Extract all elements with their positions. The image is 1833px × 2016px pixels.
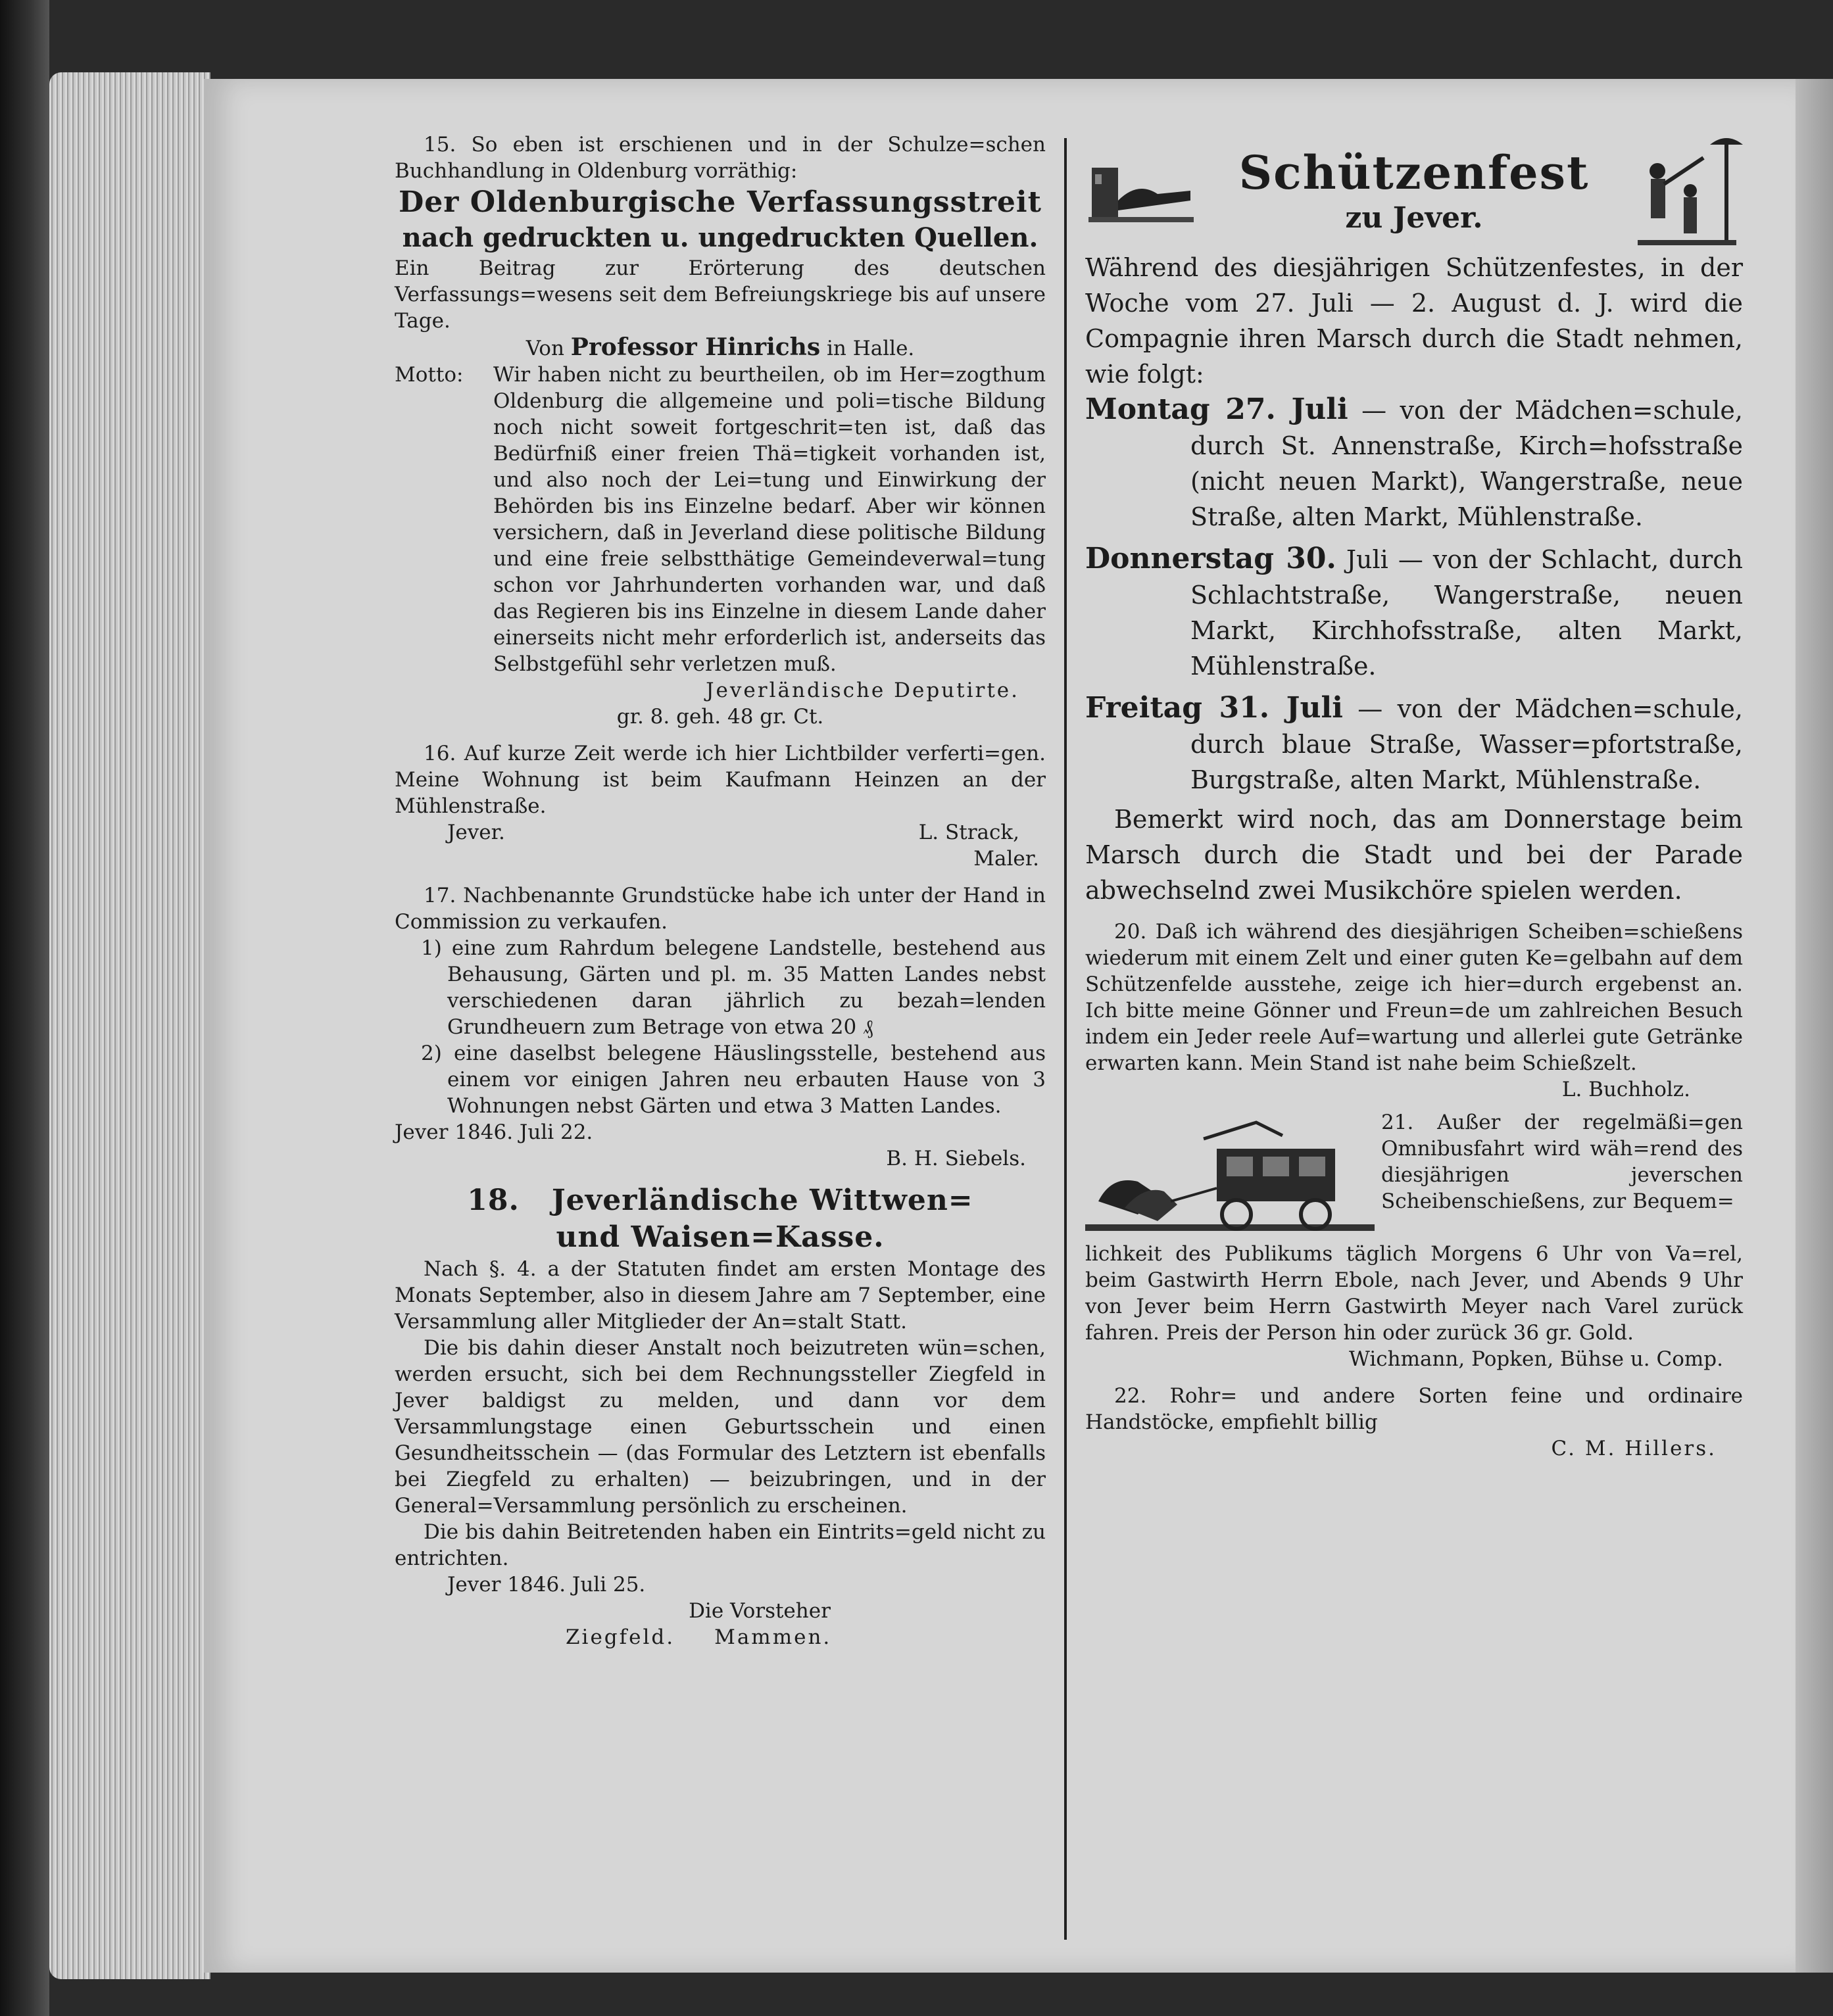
day1-name: Montag 27. Juli: [1085, 393, 1348, 426]
ad21-text2: lichkeit des Publikums täglich Morgens 6 Uhr von Va=rel, beim Gastwirth Herrn Ebole, nach Jever, und Abends 9 Uhr von Jever beim Herrn Gastwirth Meyer nach Varel zurück fahren. Preis der Person hin oder zurück 36 gr. Gold.: [1085, 1242, 1743, 1345]
fest-day1: [1085, 392, 1743, 535]
day1-route: — von der Mädchen=schule, durch St. Annenstraße, Kirch=hofsstraße (nicht neuen Markt), Wangerstraße, neue Straße, alten Markt, Mühlenstraße.: [1190, 396, 1743, 531]
ad15-author-pre: Von: [525, 337, 564, 360]
motto-text: Wir haben nicht zu beurtheilen, ob im Her=zogthum Oldenburg die allgemeine und poli=tische Bildung noch nicht soweit fortgeschrit=ten ist, daß das Bedürfniß einer freien Thä=tigkeit vorhanden ist, und also noch der Lei=tung und Einwirkung der Behörden bis ins Einzelne bedarf. Aber wir können versichern, daß in Jeverland diese politische Bildung und eine freie selbstthätige Gemeindeverwal=tung schon vor Jahrhunderten vorhanden war, und daß das Regieren bis ins Einzelne in diesem Lande daher einerseits nicht mehr erforderlich ist, anderseits das Selbstgefühl sehr verletzen muß.: [493, 363, 1046, 676]
newspaper-page: [204, 79, 1796, 1973]
column-divider: [1064, 138, 1067, 1940]
ad15-title-line1: Der Oldenburgische Verfassungsstreit: [399, 185, 1042, 219]
ad15-title-line2: nach gedruckten u. ungedruckten Quellen.: [402, 222, 1039, 253]
ad20-text: 20. Daß ich während des diesjährigen Scheiben=schießens wiederum mit einem Zelt und einer guten Ke=gelbahn auf dem Schützenfelde ausstehe, zeige ich hier=durch ergebenst an. Ich bitte meine Gönner und Freun=de um zahlreichen Besuch indem ein Jeder reele Auf=wartung und allerlei gute Getränke erwarten kann. Mein Stand ist nahe beim Schießzelt.: [1085, 920, 1743, 1075]
marksmen-icon: [1631, 132, 1743, 250]
ad17-item2: 2) eine daselbst belegene Häuslingsstelle, bestehend aus einem vor einigen Jahren neu erbauten Hause von 3 Wohnungen nebst Gärten und etwa 3 Matten Landes.: [421, 1042, 1046, 1118]
fest-intro: Während des diesjährigen Schützenfestes, in der Woche vom 27. Juli — 2. August d. J. wird die Compagnie ihren Marsch durch die Stadt nehmen, wie folgt:: [1085, 253, 1743, 389]
ad17-date: Jever 1846. Juli 22.: [395, 1120, 593, 1144]
page-edges: [49, 72, 210, 1979]
target-shooting-icon: [1085, 155, 1197, 227]
ad16-signature-row: [395, 819, 1046, 846]
stagecoach-icon: [1085, 1109, 1375, 1241]
ad17-signature: B. H. Siebels.: [886, 1147, 1026, 1170]
ad18-sig-head: Die Vorsteher: [689, 1599, 831, 1623]
ad21-text1: 21. Außer der regelmäßi=gen Omnibusfahrt wird wäh=rend des diesjährigen jeverschen Scheibenschießens, zur Bequem=: [1381, 1111, 1743, 1213]
ad18-signatures: [395, 1624, 1046, 1650]
ad18-p2: Die bis dahin dieser Anstalt noch beizutreten wün=schen, werden ersucht, sich bei dem Rechnungssteller Ziegfeld in Jever baldigst zu melden, und dann vor dem Versammlungstage einen Geburtsschein und einen Gesundheitsschein — (das Formular des Letztern ist ebenfalls bei Ziegfeld zu erhalten) — beizubringen, und in der General=Versammlung persönlich zu erscheinen.: [395, 1336, 1046, 1518]
ad18-sig1: Ziegfeld.: [566, 1625, 675, 1649]
left-column: [395, 132, 1046, 1959]
motto-label: Motto:: [395, 363, 464, 387]
day3-route: — von der Mädchen=schule, durch blaue Straße, Wasser=pfortstraße, Burgstraße, alten Markt, Mühlenstraße.: [1190, 694, 1743, 794]
ad22-text: 22. Rohr= und andere Sorten feine und ordinaire Handstöcke, empfiehlt billig: [1085, 1384, 1743, 1434]
ad15-author-post: in Halle.: [826, 337, 915, 360]
ad18-date: Jever 1846. Juli 25.: [447, 1573, 646, 1596]
ad18-p3: Die bis dahin Beitretenden haben ein Eintrits=geld nicht zu entrichten.: [395, 1520, 1046, 1570]
ad16-text: 16. Auf kurze Zeit werde ich hier Lichtbilder verferti=gen. Meine Wohnung ist beim Kaufmann Heinzen an der Mühlenstraße.: [395, 742, 1046, 818]
fest-subtitle: zu Jever.: [1345, 201, 1483, 235]
ad18-sig2: Mammen.: [714, 1625, 832, 1649]
ad17-item1: 1) eine zum Rahrdum belegene Landstelle, bestehend aus Behausung, Gärten und pl. m. 35 Matten Landes nebst verschiedenen daran jährlich zu bezah=lenden Grundheuern zum Betrage von etwa 20 ₰: [421, 936, 1046, 1039]
day2-route: Juli — von der Schlacht, durch Schlachtstraße, Wangerstraße, neuen Markt, Kirchhofsstraße, alten Markt, Mühlenstraße.: [1190, 545, 1743, 681]
ad20-signature: L. Buchholz.: [1561, 1078, 1690, 1101]
next-page-edge: [1792, 79, 1833, 1973]
ad21-signature: Wichmann, Popken, Bühse u. Comp.: [1349, 1347, 1723, 1371]
ad22-signature: C. M. Hillers.: [1551, 1437, 1717, 1460]
fest-day3: [1085, 690, 1743, 798]
ad15-author: Professor Hinrichs: [570, 333, 821, 361]
ad15-intro: 15. So eben ist erschienen und in der Schulze=schen Buchhandlung in Oldenburg vorräthig:: [395, 133, 1046, 183]
ad18-p1: Nach §. 4. a der Statuten findet am ersten Montage des Monats September, also in diesem Jahre am 7 September, eine Versammlung aller Mitglieder der An=stalt Statt.: [395, 1257, 1046, 1333]
ad18-title-line1: [395, 1182, 1046, 1219]
ad16-role: Maler.: [973, 847, 1039, 871]
day3-name: Freitag 31. Juli: [1085, 691, 1343, 725]
day2-name: Donnerstag 30.: [1085, 542, 1336, 575]
ad18-title1: Jeverländische Wittwen=: [551, 1184, 973, 1217]
motto-signature: Jeverländische Deputirte.: [706, 679, 1019, 702]
ad15-subtitle: Ein Beitrag zur Erörterung des deutschen Verfassungs=wesens seit dem Befreiungskriege bis auf unsere Tage.: [395, 256, 1046, 333]
fest-header: [1085, 132, 1743, 250]
ad18-number: 18.: [467, 1184, 520, 1217]
ad18-title-line2: und Waisen=Kasse.: [556, 1220, 885, 1254]
ad17-text: 17. Nachbenannte Grundstücke habe ich unter der Hand in Commission zu verkaufen.: [395, 884, 1046, 934]
ad21-block: [1085, 1109, 1743, 1241]
fest-day2: [1085, 541, 1743, 684]
right-column: [1085, 132, 1743, 1959]
ad15-price: gr. 8. geh. 48 gr. Ct.: [616, 705, 824, 729]
book-spine: [0, 0, 49, 2016]
fest-note: Bemerkt wird noch, das am Donnerstage beim Marsch durch die Stadt und bei der Parade abwechselnd zwei Musikchöre spielen werden.: [1085, 805, 1743, 905]
ad15-author-line: [395, 334, 1046, 362]
ad16-name: L. Strack,: [918, 821, 1019, 844]
fest-title: Schützenfest: [1238, 145, 1590, 200]
ad15-motto: [395, 362, 1046, 677]
ad16-place: Jever.: [447, 821, 505, 844]
